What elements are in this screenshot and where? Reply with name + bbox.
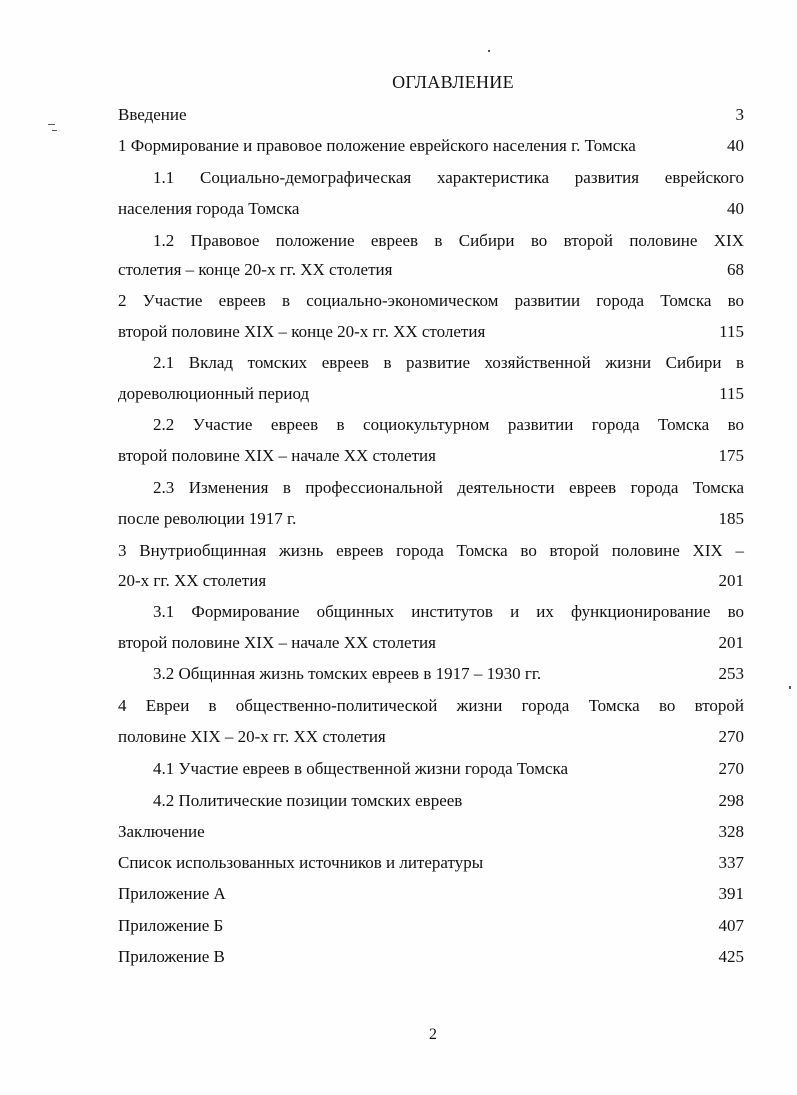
toc-entry-text: столетия – конце 20-х гг. XX столетия <box>118 260 393 279</box>
toc-page-number: 253 <box>718 664 744 683</box>
toc-page-number: 407 <box>718 916 744 935</box>
toc-page-number: 68 <box>727 260 744 279</box>
toc-entry-chapter-3-line-2 <box>118 570 744 592</box>
toc-entry-chapter-4-line-2 <box>118 726 744 748</box>
toc-page-number: 115 <box>719 322 744 341</box>
scan-speck <box>789 686 791 689</box>
toc-page-number: 175 <box>718 446 744 465</box>
toc-entry-text: Приложение В <box>118 947 225 966</box>
toc-page-number: 270 <box>718 759 744 778</box>
toc-entry-section-2-2-line-1: 2.2 Участие евреев в социокультурном развитии города Томска во <box>153 415 744 434</box>
toc-entry-text: 3.2 Общинная жизнь томских евреев в 1917 – 1930 гг. <box>153 664 542 683</box>
toc-entry-appendix-a <box>118 883 744 905</box>
toc-page-number: 328 <box>718 822 744 841</box>
toc-page-number: 298 <box>718 791 744 810</box>
toc-entry-appendix-v <box>118 946 744 968</box>
scan-speck <box>488 50 490 52</box>
toc-page-number: 201 <box>718 571 744 590</box>
toc-page-number: 201 <box>718 633 744 652</box>
toc-entry-text: 4.2 Политические позиции томских евреев <box>153 791 463 810</box>
toc-entry-text: после революции 1917 г. <box>118 509 297 528</box>
toc-entry-section-1-2-line-2 <box>118 259 744 281</box>
toc-entry-text: дореволюционный период <box>118 384 310 403</box>
toc-entry-text: 4.1 Участие евреев в общественной жизни города Томска <box>153 759 569 778</box>
toc-entry-section-1-1-line-1: 1.1 Социально-демографическая характеристика развития еврейского <box>153 168 744 187</box>
toc-page-number: 40 <box>727 199 744 218</box>
toc-entry-section-2-1-line-2 <box>118 383 744 405</box>
toc-entry-section-3-1-line-1: 3.1 Формирование общинных институтов и их функционирование во <box>153 602 744 621</box>
scan-speck <box>52 130 57 131</box>
toc-entry-text: половине XIX – 20-х гг. XX столетия <box>118 727 386 746</box>
toc-entry-text: Приложение А <box>118 884 226 903</box>
toc-entry-text: Введение <box>118 105 187 124</box>
toc-entry-chapter-2-line-1: 2 Участие евреев в социально-экономическом развитии города Томска во <box>118 291 744 310</box>
toc-entry-chapter-3-line-1: 3 Внутриобщинная жизнь евреев города Томска во второй половине XIX – <box>118 541 744 560</box>
toc-entry-section-1-2-line-1: 1.2 Правовое положение евреев в Сибири во второй половине XIX <box>153 231 744 250</box>
toc-entry-section-3-1-line-2 <box>118 632 744 654</box>
toc-entry-section-1-1-line-2 <box>118 198 744 220</box>
toc-entry-conclusion <box>118 821 744 843</box>
toc-entry-text: Список использованных источников и литературы <box>118 853 484 872</box>
toc-page-number: 3 <box>735 105 744 124</box>
page-number: 2 <box>429 1026 437 1043</box>
toc-page-number: 185 <box>718 509 744 528</box>
toc-entry-text: Заключение <box>118 822 205 841</box>
toc-entry-appendix-b <box>118 915 744 937</box>
toc-title: ОГЛАВЛЕНИЕ <box>392 72 514 92</box>
toc-entry-section-4-2 <box>118 790 744 812</box>
toc-entry-text: населения города Томска <box>118 199 300 218</box>
toc-page-number: 391 <box>718 884 744 903</box>
toc-page-number: 40 <box>727 136 744 155</box>
toc-entry-text: Приложение Б <box>118 916 224 935</box>
toc-page-number: 337 <box>718 853 744 872</box>
toc-page-number: 115 <box>719 384 744 403</box>
toc-entry-text: второй половине XIX – начале XX столетия <box>118 446 436 465</box>
toc-entry-section-2-2-line-2 <box>118 445 744 467</box>
toc-page-number: 425 <box>718 947 744 966</box>
toc-entry-bibliography <box>118 852 744 874</box>
toc-entry-section-4-1 <box>118 758 744 780</box>
toc-entry-introduction <box>118 104 744 126</box>
scan-speck <box>48 124 55 125</box>
toc-entry-text: 1 Формирование и правовое положение еврейского населения г. Томска <box>118 136 636 155</box>
toc-page-number: 270 <box>718 727 744 746</box>
toc-entry-section-2-1-line-1: 2.1 Вклад томских евреев в развитие хозяйственной жизни Сибири в <box>153 353 744 372</box>
toc-entry-section-3-2 <box>118 663 744 685</box>
toc-entry-chapter-2-line-2 <box>118 321 744 343</box>
toc-entry-text: второй половине XIX – конце 20-х гг. XX столетия <box>118 322 486 341</box>
toc-entry-section-2-3-line-1: 2.3 Изменения в профессиональной деятельности евреев города Томска <box>153 478 744 497</box>
toc-entry-section-2-3-line-2 <box>118 508 744 530</box>
toc-entry-chapter-1 <box>118 135 744 157</box>
toc-entry-chapter-4-line-1: 4 Евреи в общественно-политической жизни города Томска во второй <box>118 696 744 715</box>
toc-entry-text: второй половине XIX – начале XX столетия <box>118 633 436 652</box>
toc-entry-text: 20-х гг. XX столетия <box>118 571 267 590</box>
